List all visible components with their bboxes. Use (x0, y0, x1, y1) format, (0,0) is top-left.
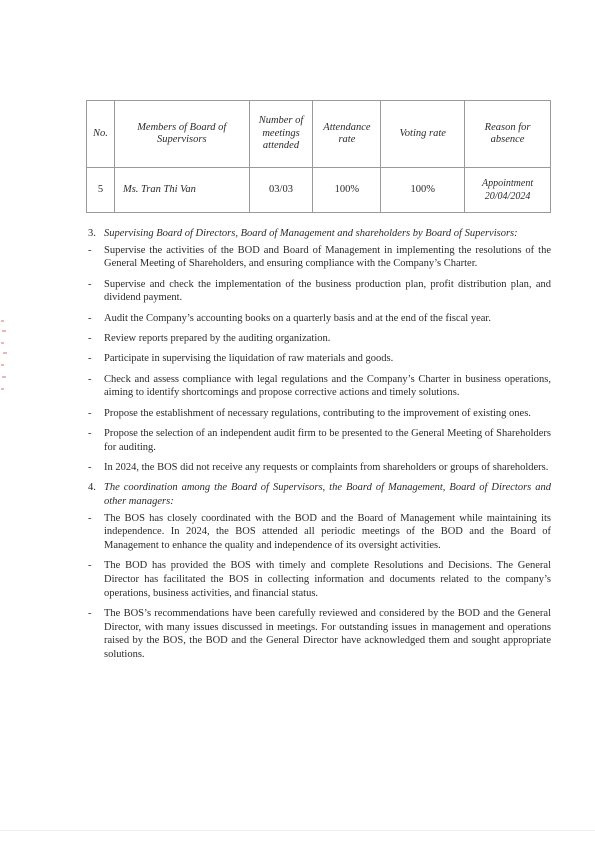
list-item-text: Supervise and check the implementation of the business production plan, profit distribution plan, and dividend payment. (104, 278, 551, 304)
section-3-title: Supervising Board of Directors, Board of Management and shareholders by Board of Supervisors: (104, 228, 518, 239)
report-body (86, 227, 551, 668)
list-item-text: Review reports prepared by the auditing organization. (104, 333, 331, 344)
section-3-list (86, 244, 551, 475)
bullet-dash: - (88, 512, 92, 524)
list-item (86, 373, 551, 400)
list-item-text: Audit the Company’s accounting books on a quarterly basis and at the end of the fiscal year. (104, 312, 491, 324)
header-attendance-rate: Attendance rate (313, 101, 381, 168)
section-3-heading (86, 227, 551, 241)
header-members: Members of Board of Supervisors (114, 101, 249, 168)
header-reason-for-absence: Reason for absence (465, 101, 551, 168)
section-4-number: 4. (88, 482, 96, 494)
header-voting-rate: Voting rate (381, 101, 465, 168)
list-item-text: The BOS’s recommendations have been carefully reviewed and considered by the BOD and the General Director, with many issues discussed in meetings. For outstanding issues in management and operations raised by the BOS, the BOD and the General Director have acknowledged them and sought appropriate solutions. (104, 608, 551, 661)
bullet-dash: - (88, 278, 92, 290)
list-item-text: Participate in supervising the liquidation of raw materials and goods. (104, 353, 394, 365)
list-item (86, 559, 551, 600)
list-item (86, 427, 551, 454)
list-item (86, 512, 551, 553)
cell-reason: Appointment 20/04/2024 (465, 168, 551, 213)
list-item-text: Check and assess compliance with legal regulations and the Company’s Charter in business operations, aiming to identify shortcomings and propose corrective actions and timely solutions. (104, 373, 551, 399)
edge-stamp-mark (0, 318, 10, 398)
table-header-row (87, 101, 551, 168)
list-item (86, 244, 551, 271)
bullet-dash: - (88, 373, 92, 385)
supervisors-attendance-table (86, 100, 551, 213)
bullet-dash: - (88, 353, 92, 365)
bullet-dash: - (88, 427, 92, 439)
list-item (86, 607, 551, 662)
bullet-dash: - (88, 312, 92, 324)
bullet-dash: - (88, 608, 92, 619)
bullet-dash: - (88, 560, 92, 572)
table-row (87, 168, 551, 213)
list-item-text: The BOS has closely coordinated with the BOD and the Board of Management while maintaining its independence. In 2024, the BOS attended all periodic meetings of the BOD and the Board of Management to enhance the quality and independence of its oversight activities. (104, 512, 551, 551)
list-item (86, 278, 551, 305)
section-3-number: 3. (88, 228, 96, 239)
list-item-text: In 2024, the BOS did not receive any requests or complaints from shareholders or groups of shareholders. (104, 461, 549, 473)
list-item (86, 407, 551, 421)
header-no: No. (87, 101, 115, 168)
bullet-dash: - (88, 407, 92, 419)
bullet-dash: - (88, 244, 92, 256)
cell-no: 5 (87, 168, 115, 213)
header-meetings-attended: Number of meetings attended (249, 101, 313, 168)
bullet-dash: - (88, 461, 92, 473)
list-item (86, 332, 551, 346)
list-item (86, 312, 551, 326)
list-item (86, 352, 551, 366)
list-item-text: Propose the establishment of necessary regulations, contributing to the improvement of existing ones. (104, 407, 531, 419)
cell-attendance: 100% (313, 168, 381, 213)
section-4-title: The coordination among the Board of Supervisors, the Board of Management, Board of Directors and other managers: (104, 482, 551, 507)
cell-meetings: 03/03 (249, 168, 313, 213)
page-bottom-line (0, 830, 595, 831)
bullet-dash: - (88, 333, 92, 344)
cell-voting: 100% (381, 168, 465, 213)
list-item-text: The BOD has provided the BOS with timely and complete Resolutions and Decisions. The General Director has facilitated the BOS in collecting information and documents related to the company’s operations, business activities, and financial status. (104, 560, 551, 599)
list-item-text: Supervise the activities of the BOD and Board of Management in implementing the resolutions of the General Meeting of Shareholders, and ensuring compliance with the Company’s Charter. (104, 244, 551, 270)
cell-member-name: Ms. Tran Thi Van (114, 168, 249, 213)
list-item (86, 461, 551, 475)
section-4-heading (86, 481, 551, 508)
list-item-text: Propose the selection of an independent audit firm to be presented to the General Meeting of Shareholders for auditing. (104, 427, 551, 453)
section-4-list (86, 512, 551, 662)
